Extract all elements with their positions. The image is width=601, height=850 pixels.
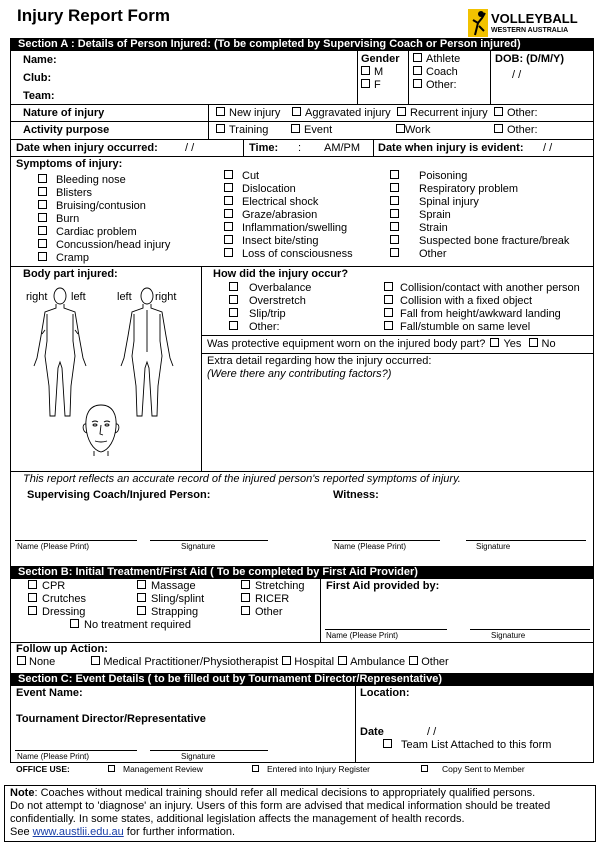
symptom-item[interactable]: Blisters <box>38 187 92 200</box>
declaration-statement: This report reflects an accurate record of the injured person's reported symptoms of injury. <box>23 473 461 485</box>
nature-new[interactable]: New injury <box>216 107 280 120</box>
coach-signoff-label: Supervising Coach/Injured Person: <box>27 489 211 501</box>
provider-signature-line[interactable] <box>470 629 590 630</box>
symptom-item[interactable]: Bruising/contusion <box>38 200 146 213</box>
followup-heading: Follow up Action: <box>16 643 108 655</box>
activity-event[interactable]: Event <box>291 124 332 137</box>
coach-signature-line[interactable] <box>150 540 268 541</box>
treatment-item[interactable]: Crutches <box>28 593 86 606</box>
body-part-heading: Body part injured: <box>23 268 118 280</box>
witness-signature-caption: Signature <box>476 542 511 551</box>
equipment-no[interactable]: No <box>525 338 556 350</box>
date-evident-label: Date when injury is evident: <box>378 142 524 154</box>
witness-signature-line[interactable] <box>466 540 586 541</box>
office-copy-sent[interactable]: Copy Sent to Member <box>421 764 525 774</box>
symptom-item[interactable]: Loss of consciousness <box>224 248 353 261</box>
symptom-item[interactable]: Poisoning <box>390 170 467 183</box>
logo-line2: WESTERN AUSTRALIA <box>491 27 569 34</box>
time-label: Time: <box>249 142 279 154</box>
treatment-item[interactable]: Strapping <box>137 606 198 619</box>
followup-other[interactable]: Other <box>409 656 449 668</box>
symptom-item[interactable]: Other <box>390 248 447 261</box>
followup-medical[interactable]: Medical Practitioner/Physiotherapist <box>91 656 278 668</box>
coach-signature-caption: Signature <box>181 542 216 551</box>
coach-name-line[interactable] <box>15 540 137 541</box>
time-colon[interactable]: : <box>298 142 302 154</box>
extra-detail-field[interactable] <box>203 383 591 469</box>
austlii-link[interactable]: www.austlii.edu.au <box>32 826 124 838</box>
symptom-item[interactable]: Graze/abrasion <box>224 209 317 222</box>
symptom-item[interactable]: Bleeding nose <box>38 174 126 187</box>
location-label[interactable]: Location: <box>360 687 410 699</box>
date-occurred-field[interactable]: / / <box>185 142 195 154</box>
treatment-item[interactable]: Other <box>241 606 283 619</box>
followup-none[interactable]: None <box>17 656 55 668</box>
note-line3: confidentially. In some states, additional legislation affects the management of health records. <box>10 813 465 825</box>
symptom-item[interactable]: Electrical shock <box>224 196 318 209</box>
treatment-item[interactable]: CPR <box>28 580 65 593</box>
date-evident-field[interactable]: / / <box>543 142 553 154</box>
symptom-item[interactable]: Spinal injury <box>390 196 479 209</box>
occur-item[interactable]: Overbalance <box>229 282 311 295</box>
gender-label: Gender <box>361 53 400 65</box>
activity-training[interactable]: Training <box>216 124 268 137</box>
logo-line1: VOLLEYBALL <box>491 11 578 26</box>
head-diagram[interactable] <box>80 402 122 457</box>
followup-options <box>17 656 449 669</box>
nature-recurrent[interactable]: Recurrent injury <box>397 107 488 120</box>
role-other[interactable]: Other: <box>413 79 457 92</box>
volleyball-logo <box>468 9 594 41</box>
symptoms-heading: Symptoms of injury: <box>16 158 123 170</box>
tournament-director-label: Tournament Director/Representative <box>16 713 206 725</box>
provider-signature-caption: Signature <box>491 631 526 640</box>
office-management-review[interactable]: Management Review <box>108 764 203 774</box>
event-date-field[interactable]: / / <box>427 726 437 738</box>
nature-label: Nature of injury <box>23 107 105 119</box>
equipment-yes[interactable]: Yes <box>488 338 521 350</box>
body-right-label-front: right <box>26 291 48 303</box>
note-line2: Do not attempt to 'diagnose' an injury. Users of this form are advised that medical information should be treated <box>10 800 551 812</box>
treatment-item[interactable]: Sling/splint <box>137 593 204 606</box>
gender-m[interactable]: M <box>361 66 383 79</box>
volleyball-player-icon <box>468 9 488 37</box>
symptom-item[interactable]: Inflammation/swelling <box>224 222 347 235</box>
symptom-item[interactable]: Sprain <box>390 209 451 222</box>
symptom-item[interactable]: Dislocation <box>224 183 296 196</box>
note-line4: See www.austlii.edu.au for further information. <box>10 826 236 838</box>
treatment-item[interactable]: Stretching <box>241 580 305 593</box>
symptom-item[interactable]: Strain <box>390 222 448 235</box>
symptom-item[interactable]: Respiratory problem <box>390 183 518 196</box>
section-a-heading: Section A : Details of Person Injured: (To be completed by Supervising Coach or Person injured) <box>10 38 594 51</box>
treatment-item[interactable]: Dressing <box>28 606 85 619</box>
body-back-diagram[interactable] <box>112 286 182 426</box>
name-label[interactable]: Name: <box>23 54 57 66</box>
activity-work[interactable]: Work <box>396 124 430 137</box>
provider-name-caption: Name (Please Print) <box>326 631 399 640</box>
occur-item[interactable]: Other: <box>229 321 280 334</box>
occur-item[interactable]: Slip/trip <box>229 308 286 321</box>
note-line1: Note: Coaches without medical training should refer all medical decisions to appropriately qualified persons. <box>10 787 536 799</box>
occur-item[interactable]: Overstretch <box>229 295 306 308</box>
office-entered-register[interactable]: Entered into Injury Register <box>252 764 370 774</box>
occur-heading: How did the injury occur? <box>213 268 349 280</box>
symptom-item[interactable]: Concussion/head injury <box>38 239 170 252</box>
symptom-item[interactable]: Insect bite/sting <box>224 235 318 248</box>
dob-field[interactable]: / / <box>512 69 522 81</box>
section-b-heading: Section B: Initial Treatment/First Aid ( To be completed by First Aid Provider) <box>10 566 594 579</box>
no-treatment-option[interactable]: No treatment required <box>70 619 191 632</box>
nature-aggravated[interactable]: Aggravated injury <box>292 107 391 120</box>
followup-ambulance[interactable]: Ambulance <box>338 656 405 668</box>
activity-other[interactable]: Other: <box>494 124 538 137</box>
club-label[interactable]: Club: <box>23 72 52 84</box>
witness-label: Witness: <box>333 489 379 501</box>
date-occurred-label: Date when injury occurred: <box>16 142 158 154</box>
section-c-heading: Section C: Event Details ( to be filled out by Tournament Director/Representative) <box>10 673 594 686</box>
body-right-label-back: right <box>155 291 177 303</box>
role-coach[interactable]: Coach <box>413 66 458 79</box>
provider-name-line[interactable] <box>325 629 447 630</box>
nature-other[interactable]: Other: <box>494 107 538 120</box>
treatment-item[interactable]: RICER <box>241 593 289 606</box>
witness-name-line[interactable] <box>332 540 440 541</box>
symptom-item[interactable]: Cramp <box>38 252 89 265</box>
witness-name-caption: Name (Please Print) <box>334 542 407 551</box>
extra-detail-sub: (Were there any contributing factors?) <box>207 368 392 380</box>
frame-right <box>593 51 594 566</box>
body-left-label-front: left <box>71 291 86 303</box>
followup-hospital[interactable]: Hospital <box>282 656 334 668</box>
occur-item[interactable]: Collision with a fixed object <box>384 295 532 308</box>
first-aid-provider-label: First Aid provided by: <box>326 580 440 592</box>
occur-item[interactable]: Fall from height/awkward landing <box>384 308 561 321</box>
date-label: Date <box>360 726 384 738</box>
symptom-item[interactable]: Cardiac problem <box>38 226 137 239</box>
protective-equipment-question: Was protective equipment worn on the injured body part? Yes No <box>207 338 556 350</box>
symptom-item[interactable]: Cut <box>224 170 259 183</box>
director-signature-caption: Signature <box>181 752 216 761</box>
extra-detail-label: Extra detail regarding how the injury occurred: <box>207 355 432 367</box>
director-name-line[interactable] <box>15 750 137 751</box>
director-signature-line[interactable] <box>150 750 268 751</box>
occur-item[interactable]: Collision/contact with another person <box>384 282 580 295</box>
body-left-label-back: left <box>117 291 132 303</box>
director-name-caption: Name (Please Print) <box>17 752 90 761</box>
coach-name-caption: Name (Please Print) <box>17 542 90 551</box>
role-athlete[interactable]: Athlete <box>413 53 460 66</box>
gender-f[interactable]: F <box>361 79 381 92</box>
activity-label: Activity purpose <box>23 124 110 136</box>
symptom-item[interactable]: Burn <box>38 213 79 226</box>
symptom-item[interactable]: Suspected bone fracture/break <box>390 235 569 248</box>
team-label[interactable]: Team: <box>23 90 55 102</box>
frame-left <box>10 51 11 566</box>
occur-item[interactable]: Fall/stumble on same level <box>384 321 530 334</box>
dob-label: DOB: (D/M/Y) <box>495 53 565 65</box>
time-ampm[interactable]: AM/PM <box>324 142 361 154</box>
event-name-label[interactable]: Event Name: <box>16 687 83 699</box>
form-title: Injury Report Form <box>17 6 171 25</box>
treatment-item[interactable]: Massage <box>137 580 196 593</box>
office-use-label: OFFICE USE: <box>16 764 70 774</box>
team-list-option[interactable]: Team List Attached to this form <box>383 739 551 752</box>
